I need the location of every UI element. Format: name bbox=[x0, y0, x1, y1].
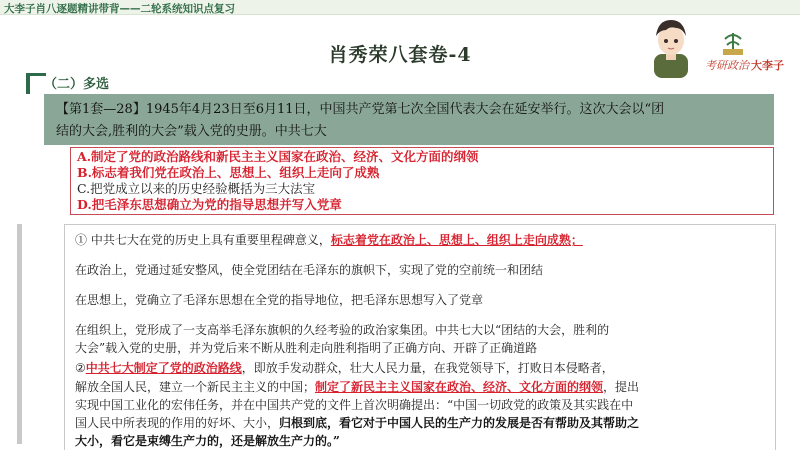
explanation-text: ，提出 bbox=[603, 380, 640, 394]
explanation-point-1 bbox=[75, 231, 583, 248]
option-a: A.制定了党的政治路线和新民主主义国家在政治、经济、文化方面的纲领 bbox=[77, 149, 479, 164]
explanation-box bbox=[64, 224, 776, 450]
page-title: 肖秀荣八套卷-4 bbox=[328, 44, 472, 66]
explanation-text: 解放全国人民，建立一个新民主主义的中国； bbox=[75, 380, 316, 394]
svg-text:考研政治: 考研政治 bbox=[705, 59, 749, 72]
explanation-line bbox=[75, 378, 639, 395]
explanation-organizational-cont: 大会”载入党的史册，并为党后来不断从胜利走向胜利指明了正确方向、开辟了正确道路 bbox=[75, 341, 538, 355]
explanation-number: ② bbox=[75, 361, 86, 375]
explanation-highlight: 标志着党在政治上、思想上、组织上走向成熟； bbox=[330, 233, 583, 247]
option-d: D.把毛泽东思想确立为党的指导思想并写入党章 bbox=[77, 197, 342, 212]
explanation-line: 实现中国工业化的宏伟任务，并在中国共产党的文件上首次明确提出：“中国一切政党的政策及其实践在中 bbox=[75, 398, 634, 412]
section-heading: （二）多选 bbox=[44, 77, 110, 92]
left-decoration-bar bbox=[17, 224, 22, 444]
option-c: C.把党成立以来的历史经验概括为三大法宝 bbox=[77, 181, 316, 196]
avatar bbox=[646, 14, 696, 78]
svg-text:大李子: 大李子 bbox=[751, 59, 784, 72]
explanation-line: 大小，看它是束缚生产力的，还是解放生产力的。” bbox=[75, 434, 340, 448]
section-bracket bbox=[26, 73, 46, 94]
explanation-text: ，即放手发动群众，壮大人民力量，在我党领导下，打败日本侵略者， bbox=[241, 361, 614, 375]
question-line: 【第1套—28】1945年4月23日至6月11日，中国共产党第七次全国代表大会在延安举行。这次大会以“团 bbox=[56, 102, 665, 117]
explanation-point-2 bbox=[75, 359, 614, 376]
explanation-text: 国人民中所表现的作用的好坏、大小， bbox=[75, 416, 280, 430]
explanation-emphasis: 归根到底，看它对于中国人民的生产力的发展是否有帮助及其帮助之 bbox=[279, 416, 640, 430]
explanation-line bbox=[75, 414, 639, 431]
explanation-ideological: 在思想上，党确立了毛泽东思想在全党的指导地位，把毛泽东思想写入了党章 bbox=[75, 293, 484, 307]
explanation-organizational: 在组织上，党形成了一支高举毛泽东旗帜的久经考验的政治家集团。中共七大以“团结的大会，胜利的 bbox=[75, 323, 610, 337]
question-box bbox=[44, 94, 774, 145]
explanation-text: ① 中共七大在党的历史上具有重要里程碑意义， bbox=[75, 233, 331, 247]
options-box bbox=[70, 147, 774, 215]
explanation-political: 在政治上，党通过延安整风，使全党团结在毛泽东的旗帜下，实现了党的空前统一和团结 bbox=[75, 263, 544, 277]
explanation-highlight: 中共七大制定了党的政治路线 bbox=[85, 361, 242, 375]
question-line: 结的大会,胜利的大会”载入党的史册。中共七大 bbox=[56, 124, 327, 139]
explanation-highlight: 制定了新民主主义国家在政治、经济、文化方面的纲领 bbox=[315, 380, 604, 394]
brand-logo bbox=[703, 27, 789, 73]
option-b: B.标志着我们党在政治上、思想上、组织上走向了成熟 bbox=[77, 165, 380, 180]
course-title: 大李子肖八逐题精讲带背——二轮系统知识点复习 bbox=[4, 3, 235, 15]
